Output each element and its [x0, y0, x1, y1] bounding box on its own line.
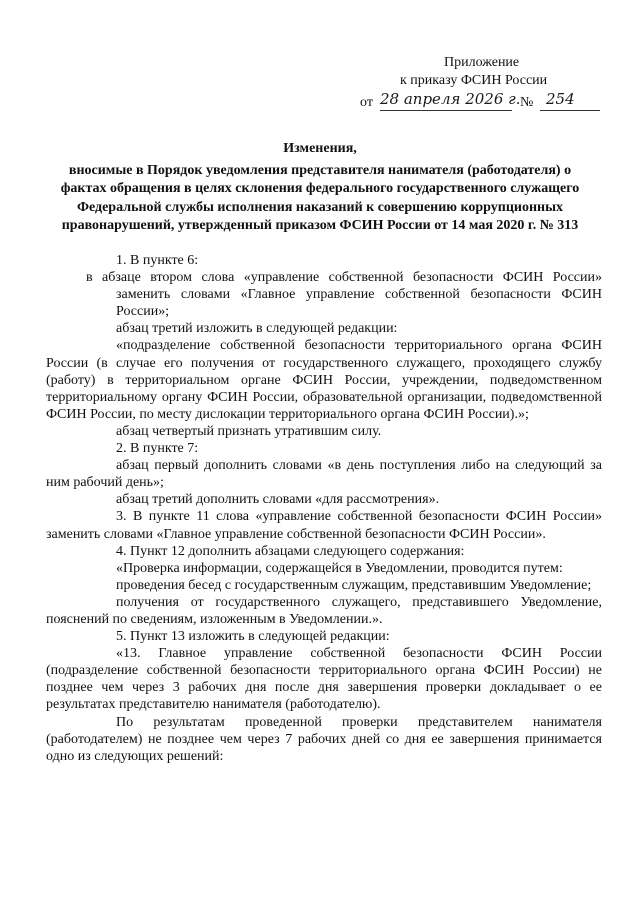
appendix-date-line [360, 90, 600, 114]
paragraph: получения от государственного служащего, представившего Уведомление, пояснений по сведениям, изложенным в Уведомлении.». [46, 594, 602, 627]
appendix-title: Приложение [444, 55, 520, 70]
document-body [46, 252, 602, 765]
handwritten-number: 254 [546, 90, 575, 108]
paragraph: абзац первый дополнить словами «в день поступления либо на следующий за ним рабочий день»; [46, 458, 602, 491]
number-label: № [520, 95, 534, 110]
date-prefix: от [360, 95, 373, 110]
appendix-block [360, 54, 600, 114]
paragraph: 2. В пункте 7: [116, 441, 199, 457]
paragraph: «13. Главное управление собственной безопасности ФСИН России (подразделение собственной безопасности территориального органа ФСИН России) не позднее чем через 3 рабочих дня после дня завершения проверки докладывает о ее результатах представителю нанимателя (работодателю). [46, 646, 602, 713]
paragraph: проведения бесед с государственным служащим, представившим Уведомление; [116, 577, 592, 593]
date-underline [380, 110, 512, 111]
paragraph: По результатам проведенной проверки представителем нанимателя (работодателем) не позднее чем через 7 рабочих дней со дня ее завершения принимается одно из следующих решений: [46, 714, 602, 764]
paragraph: абзац третий изложить в следующей редакции: [116, 321, 398, 337]
heading-title: Изменения, [283, 141, 357, 156]
number-underline [540, 110, 600, 111]
paragraph: 3. В пункте 11 слова «управление собственной безопасности ФСИН России» заменить словами «Главное управление собственной безопасности ФСИН России». [46, 509, 602, 542]
paragraph: 1. В пункте 6: [116, 253, 199, 268]
paragraph: 4. Пункт 12 дополнить абзацами следующего содержания: [116, 543, 465, 559]
paragraph: абзац четвертый признать утратившим силу. [116, 423, 382, 439]
document-heading [60, 140, 580, 236]
appendix-order-ref: к приказу ФСИН России [400, 73, 548, 88]
paragraph: «Проверка информации, содержащейся в Уведомлении, проводится путем: [116, 560, 563, 576]
paragraph: в абзаце втором слова «управление собственной безопасности ФСИН России» заменить словами «Главное управление собственной безопасности ФСИН России»; [86, 270, 602, 320]
heading-subtitle: вносимые в Порядок уведомления представителя нанимателя (работодателя) о фактах обращения в целях склонения федерального государственного служащего Федеральной службы исполнения наказаний к совершению коррупционных правонарушений, утвержденный приказом ФСИН России от 14 мая 2020 г. № 313 [60, 162, 580, 233]
paragraph: «подразделение собственной безопасности территориального органа ФСИН России (в случае его получения от государственного служащего, проходящего службу (работу) в территориальном органе ФСИН России, учреждении, подведомственном территориальному органу ФСИН России, образовательной организации, подведомственной ФСИН России, по месту дислокации территориального органа ФСИН России).»; [46, 338, 602, 422]
handwritten-date: 28 апреля 2026 г. [380, 90, 521, 108]
paragraph: абзац третий дополнить словами «для рассмотрения». [116, 492, 440, 508]
paragraph: 5. Пункт 13 изложить в следующей редакции: [116, 629, 390, 645]
